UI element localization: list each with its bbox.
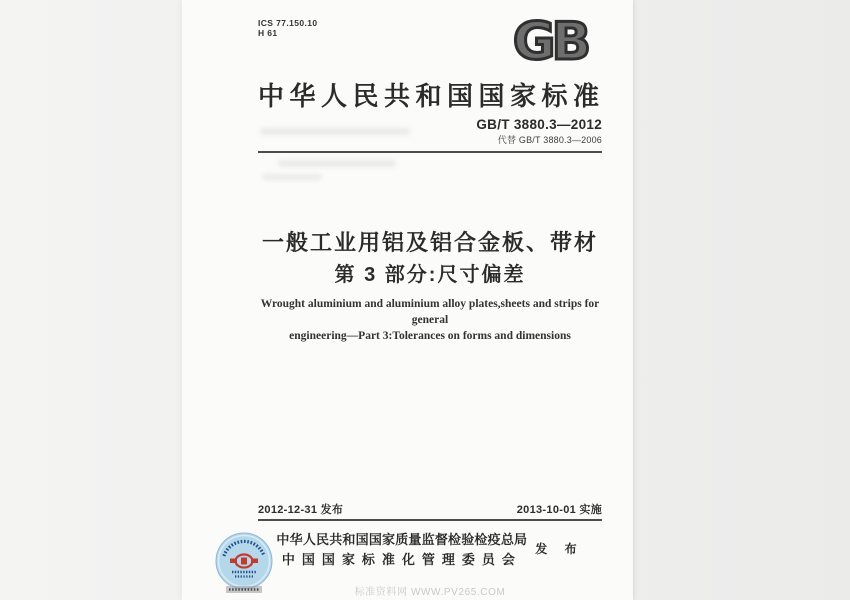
- issuer-line1: 中华人民共和国国家质量监督检验检疫总局: [276, 532, 528, 547]
- ics-code: ICS 77.150.10: [258, 18, 318, 28]
- standard-title-cn-line1: 一般工业用铝及铝合金板、带材: [261, 230, 598, 255]
- issue-date: 2012-12-31 发布: [258, 504, 344, 516]
- footer-divider-rule: [258, 519, 602, 521]
- scan-bleed-smudge: [278, 160, 396, 167]
- standard-cover-page: [182, 0, 633, 600]
- site-watermark: 标准资料网 WWW.PV265.COM: [354, 587, 506, 598]
- publish-label: 发 布: [535, 542, 584, 556]
- scan-bleed-smudge: [262, 174, 322, 180]
- replaces-note: 代替 GB/T 3880.3—2006: [497, 135, 602, 145]
- implementation-date: 2013-10-01 实施: [516, 504, 602, 516]
- issuer-block: [258, 529, 602, 568]
- issuer-line2: 中国国家标准化管理委员会: [281, 552, 522, 567]
- scan-bleed-smudge: [260, 128, 410, 135]
- standard-title-en: [258, 296, 602, 344]
- seal-bottom-strip: [226, 586, 262, 593]
- doc-class-code: H 61: [258, 28, 278, 38]
- standard-number: GB/T 3880.3—2012: [476, 117, 602, 132]
- dates-row: [258, 501, 602, 517]
- issuer-names: [276, 529, 527, 568]
- national-standard-header: 中华人民共和国国家标准: [258, 82, 605, 111]
- gb-standard-logo: [494, 12, 606, 70]
- standard-title-en-line1: Wrought aluminium and aluminium alloy plates,sheets and strips for general: [260, 298, 600, 326]
- gb-logo-letters: GB: [512, 12, 588, 70]
- standard-title-en-line2: engineering—Part 3:Tolerances on forms and dimensions: [289, 330, 571, 342]
- standard-title-cn-line2: 第 3 部分:尺寸偏差: [334, 264, 526, 286]
- header-divider-rule: [258, 151, 602, 153]
